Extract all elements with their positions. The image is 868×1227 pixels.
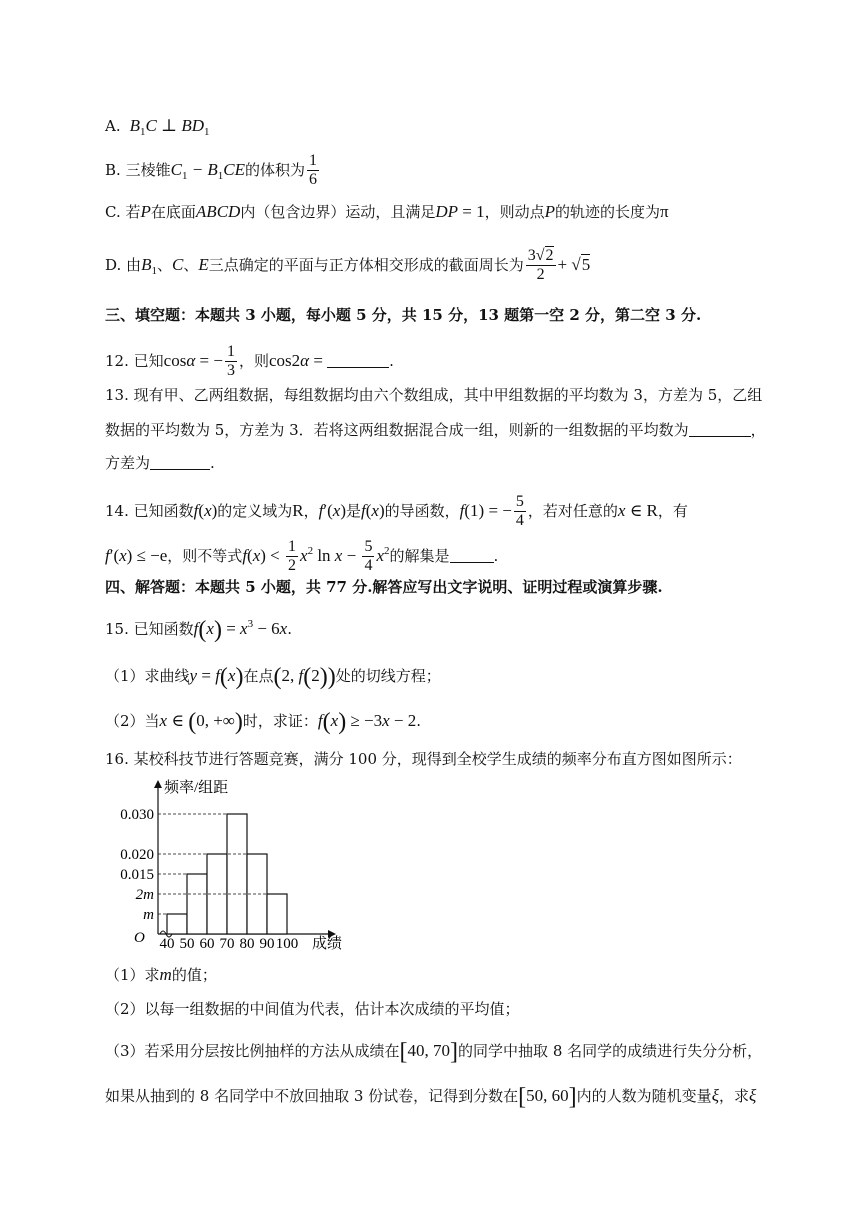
section-4-heading: 四、解答题：本题共 5 小题，共 77 分.解答应写出文字说明、证明过程或演算步骤. xyxy=(105,578,663,596)
histogram-bar xyxy=(167,914,187,934)
question-15-part-2: （2）当x ∈ (0, +∞)时，求证：f(x) ≥ −3x − 2. xyxy=(105,709,422,735)
x-tick-label: 60 xyxy=(199,936,215,952)
answer-blank[interactable] xyxy=(450,548,494,563)
histogram-bar xyxy=(267,894,287,934)
x-axis-label: 成绩 xyxy=(312,936,343,952)
origin-label: O xyxy=(134,930,145,946)
histogram-bar xyxy=(187,874,207,934)
question-16-part-2: （2）以每一组数据的中间值为代表，估计本次成绩的平均值； xyxy=(105,1000,520,1018)
histogram-bar xyxy=(227,814,247,934)
option-a-label: A. xyxy=(105,117,121,135)
question-16-part-3-cont: 如果从抽到的 8 名同学中不放回抽取 3 份试卷，记得到分数在[50, 60]内的人数为随机变量ξ，求ξ xyxy=(105,1084,757,1110)
option-c: C. 若P在底面ABCD内（包含边界）运动，且满足DP = 1，则动点P的轨迹的长度为π xyxy=(105,202,669,221)
y-tick-label: 0.030 xyxy=(120,807,154,823)
question-14-line-2: f′(x) ≤ −e，则不等式f(x) < $\frac{1}{2}$ $x^2$ ln x − $\frac{5}{4}$ $x^2$的解集是 . xyxy=(105,538,499,575)
x-tick-label: 40 xyxy=(159,936,175,952)
y-tick-label: m xyxy=(143,907,154,923)
question-14-line-1: 14. 已知函数f(x)的定义域为R，f′(x)是f(x)的导函数，f(1) = − $\frac{5}{4}$ ，若对任意的x ∈ R，有 xyxy=(105,493,688,530)
option-d: D. 由$B_1$、C、E三点确定的平面与正方体相交形成的截面周长为 $\frac{3√2}{2}$ + √5 xyxy=(105,247,591,284)
section-3-heading: 三、填空题：本题共 3 小题，每小题 5 分，共 15 分，13 题第一空 2 分，第二空 3 分. xyxy=(105,306,702,324)
question-16-part-1: （1）求m的值； xyxy=(105,965,217,984)
option-b-label: B. xyxy=(105,160,121,179)
option-a: A. $B_1C$ ⊥ $BD_1$ xyxy=(105,116,210,138)
question-16-part-3: （3）若采用分层按比例抽样的方法从成绩在[40, 70]的同学中抽取 8 名同学的成绩进行失分分析， xyxy=(105,1039,763,1065)
y-tick-label: 0.015 xyxy=(120,867,154,883)
y-tick-label: 2m xyxy=(135,887,154,903)
y-tick-label: 0.020 xyxy=(120,847,154,863)
question-16-intro: 16. 某校科技节进行答题竞赛，满分 100 分，现得到全校学生成绩的频率分布直方图如图所示： xyxy=(105,750,742,768)
x-tick-label: 90 xyxy=(259,936,275,952)
answer-blank[interactable] xyxy=(150,455,210,470)
y-axis-arrow xyxy=(154,780,162,788)
answer-blank[interactable] xyxy=(689,422,751,437)
question-15: 15. 已知函数$f(x) = x^3 - 6x$. xyxy=(105,617,292,643)
x-tick-label: 100 xyxy=(275,936,299,952)
question-15-part-1: （1）求曲线y = f(x)在点(2, f(2))处的切线方程； xyxy=(105,664,441,690)
x-tick-label: 70 xyxy=(219,936,235,952)
y-axis-label: 频率/组距 xyxy=(164,780,229,796)
question-13-line-3: 方差为 . xyxy=(105,454,215,472)
question-13-line-1: 13. 现有甲、乙两组数据，每组数据均由六个数组成，其中甲组数据的平均数为 3，方差为 5，乙组 xyxy=(105,386,763,404)
question-12: 12. 已知cosα = − $\frac{1}{3}$ ，则cos2α = . xyxy=(105,343,394,380)
x-tick-label: 80 xyxy=(239,936,255,952)
option-b: B. 三棱锥$C_1 - B_1CE$的体积为 $\frac{1}{6}$ xyxy=(105,152,318,189)
question-13-line-2: 数据的平均数为 5，方差为 3．若将这两组数据混合成一组，则新的一组数据的平均数为 ， xyxy=(105,421,766,439)
option-c-label: C. xyxy=(105,203,121,221)
option-d-label: D. xyxy=(105,255,122,274)
x-tick-label: 50 xyxy=(179,936,195,952)
frequency-histogram xyxy=(100,776,360,956)
answer-blank[interactable] xyxy=(327,353,389,368)
